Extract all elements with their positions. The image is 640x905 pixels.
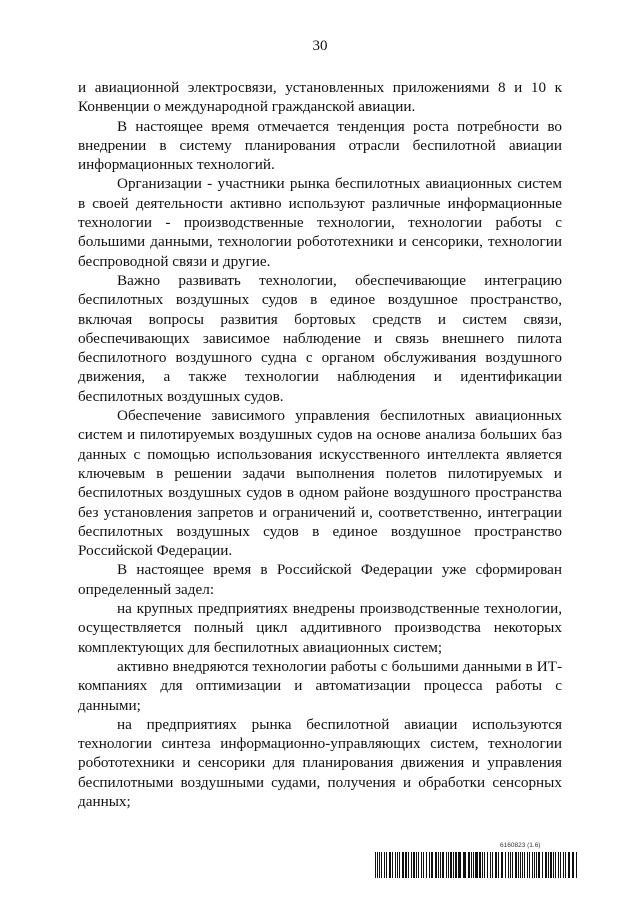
page-number: 30 <box>312 38 328 54</box>
paragraph: Важно развивать технологии, обеспечивающие интеграцию беспилотных воздушных судов в единое воздушное пространство, включая вопросы развития бортовых средств и систем связи, обеспечивающих зависимое наблюдение и связь внешнего пилота беспилотного воздушного судна с органом обслуживания воздушного движения, а также технологии наблюдения и идентификации беспилотных воздушных судов. <box>78 271 562 405</box>
paragraph: на предприятиях рынка беспилотной авиации используются технологии синтеза информационно-управляющих систем, технологии робототехники и сенсорики для планирования движения и управления беспилотными воздушными судами, получения и обработки сенсорных данных; <box>78 715 562 810</box>
paragraph: Организации - участники рынка беспилотных авиационных систем в своей деятельности активно используют различные информационные технологии - производственные технологии, технологии работы с большими данными, технологии робототехники и сенсорики, технологии беспроводной связи и другие. <box>78 175 562 270</box>
document-body <box>78 78 562 811</box>
barcode-icon <box>375 852 577 878</box>
paragraph: активно внедряются технологии работы с большими данными в ИТ-компаниях для оптимизации и автоматизации процесса работы с данными; <box>78 657 562 714</box>
paragraph: В настоящее время в Российской Федерации уже сформирован определенный задел: <box>78 561 562 598</box>
barcode-label: 6160823 (1.6) <box>500 842 541 849</box>
paragraph: В настоящее время отмечается тенденция роста потребности во внедрении в систему планирования отрасли беспилотной авиации информационных технологий. <box>78 117 562 174</box>
paragraph: на крупных предприятиях внедрены производственные технологии, осуществляется полный цикл аддитивного производства некоторых комплектующих для беспилотных авиационных систем; <box>78 600 562 656</box>
paragraph: и авиационной электросвязи, установленных приложениями 8 и 10 к Конвенции о международной гражданской авиации. <box>78 79 562 116</box>
paragraph: Обеспечение зависимого управления беспилотных авиационных систем и пилотируемых воздушных судов на основе анализа больших баз данных с помощью использования искусственного интеллекта является ключевым в решении задачи выполнения полетов пилотируемых и беспилотных воздушных судов в одном районе воздушного пространства без установления запретов и ограничений и, соответственно, интеграции беспилотных воздушных судов в единое воздушное пространство Российской Федерации. <box>78 407 562 560</box>
